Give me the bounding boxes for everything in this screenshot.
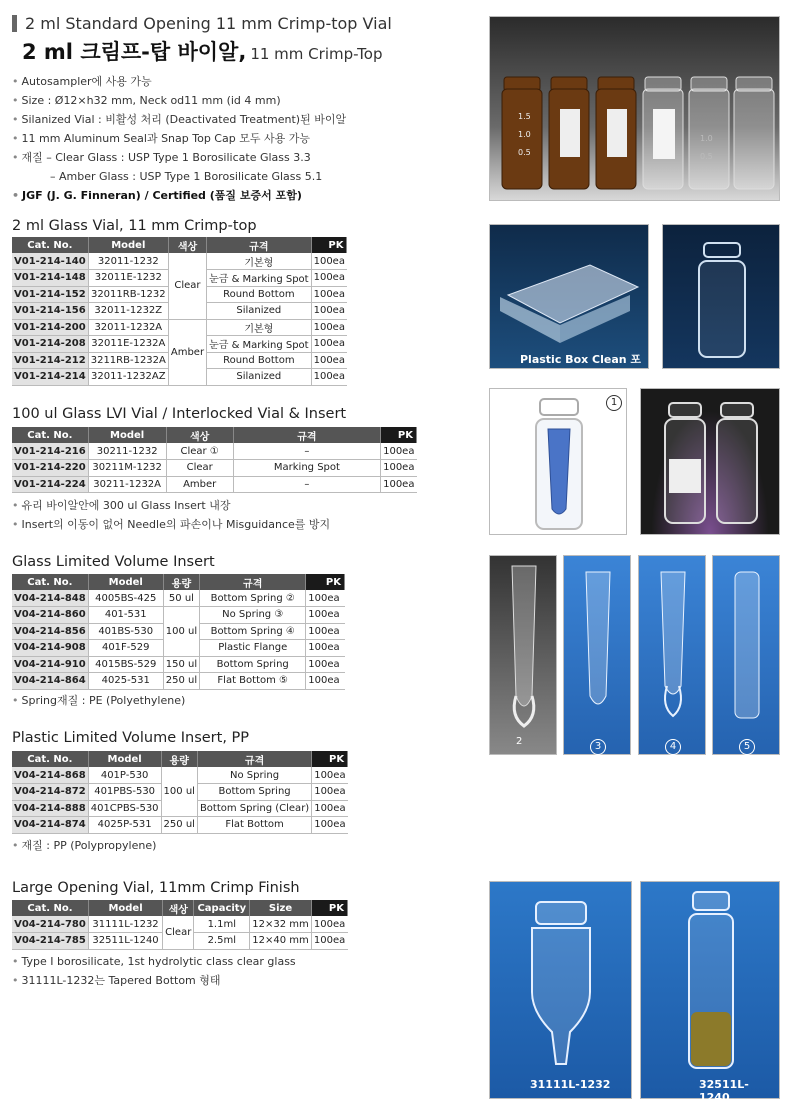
plastic-insert-note: • 재질 : PP (Polypropylene) bbox=[12, 839, 157, 852]
interlocked-vial-photo bbox=[640, 388, 780, 535]
table-row: V04-214-785 32511L-1240 2.5ml 12×40 mm 100ea bbox=[12, 933, 348, 950]
insert-number: 5 bbox=[739, 739, 755, 755]
col-header: 용량 bbox=[163, 574, 199, 590]
col-header: Cat. No. bbox=[12, 574, 88, 590]
section-title: Plastic Limited Volume Insert, PP bbox=[12, 730, 250, 746]
plastic-box-caption: Plastic Box Clean 포장 bbox=[520, 353, 642, 382]
feature-item: • 11 mm Aluminum Seal과 Snap Top Cap 모두 사용 가능 bbox=[12, 132, 310, 145]
large-vial-photo-2 bbox=[640, 881, 780, 1104]
section-title: Glass Limited Volume Insert bbox=[12, 554, 215, 570]
col-header: Model bbox=[88, 574, 163, 590]
table-row: V04-214-868 401P-530 100 ul No Spring 100ea bbox=[12, 767, 348, 784]
interlocked-vial-illustration bbox=[641, 389, 781, 536]
section-title: 100 ul Glass LVI Vial / Interlocked Vial & Insert bbox=[12, 406, 347, 422]
large-vial-caption: 32511L-1240 bbox=[699, 1078, 749, 1104]
col-header: 색상 bbox=[168, 237, 206, 253]
vial-table bbox=[12, 237, 347, 386]
title-english-text: 2 ml Standard Opening 11 mm Crimp-top Vial bbox=[25, 14, 392, 33]
col-header: Cat. No. bbox=[12, 237, 88, 253]
vials-illustration bbox=[490, 17, 781, 202]
col-header: Cat. No. bbox=[12, 751, 88, 767]
insert-number: 3 bbox=[590, 739, 606, 755]
note-item: • Insert의 이동이 없어 Needle의 파손이나 Misguidance를 방지 bbox=[12, 518, 331, 531]
col-header: 규격 bbox=[233, 427, 380, 443]
col-header: Cat. No. bbox=[12, 900, 88, 916]
vial-mark: 1.0 bbox=[518, 130, 531, 139]
insert-photo-2 bbox=[489, 555, 557, 755]
large-vial-illustration bbox=[490, 882, 633, 1100]
lvi-notes bbox=[12, 496, 330, 534]
table-row: V04-214-872 401PBS-530 Bottom Spring 100ea bbox=[12, 784, 348, 801]
col-header: Model bbox=[88, 427, 166, 443]
col-header: PK bbox=[306, 574, 345, 590]
insert-photo-5 bbox=[712, 555, 780, 755]
plastic-insert-table bbox=[12, 751, 348, 834]
feature-item: • Autosampler에 사용 가능 bbox=[12, 75, 152, 88]
col-header: PK bbox=[311, 900, 347, 916]
table-row: V04-214-780 31111L-1232 Clear 1.1ml 12×32 mm 100ea bbox=[12, 916, 348, 933]
vial-mark: 1.0 bbox=[700, 134, 713, 143]
glass-insert-table bbox=[12, 574, 345, 690]
title-bar-marker bbox=[12, 15, 17, 32]
feature-list bbox=[12, 72, 346, 205]
large-vial-photo-1 bbox=[489, 881, 632, 1099]
table-row: V01-214-220 30211M-1232 Clear Marking Spot 100ea bbox=[12, 460, 417, 477]
feature-item: • Size : Ø12×h32 mm, Neck od11 mm (id 4 mm) bbox=[12, 94, 281, 107]
lvi-table bbox=[12, 427, 417, 493]
large-vial-table bbox=[12, 900, 348, 950]
col-header: PK bbox=[381, 427, 417, 443]
table-row: V01-214-212 3211RB-1232A Round Bottom 100ea bbox=[12, 352, 347, 369]
col-header: 규격 bbox=[197, 751, 311, 767]
table-row: V04-214-908 401F-529 Plastic Flange 100ea bbox=[12, 640, 345, 657]
plastic-box-illustration bbox=[490, 225, 650, 370]
feature-item: • Silanized Vial : 비활성 처리 (Deactivated Treatment)된 바이알 bbox=[12, 113, 347, 126]
table-row: V04-214-864 4025-531 250 ul Flat Bottom ⑤ 100ea bbox=[12, 673, 345, 690]
table-row: V01-214-224 30211-1232A Amber – 100ea bbox=[12, 476, 417, 493]
table-row: V01-214-208 32011E-1232A 눈금 & Marking Spot 100ea bbox=[12, 336, 347, 353]
title-english bbox=[12, 14, 392, 33]
col-header: Size bbox=[250, 900, 312, 916]
col-header: Model bbox=[88, 900, 162, 916]
insert-illustration bbox=[713, 556, 781, 756]
table-row: V04-214-888 401CPBS-530 Bottom Spring (Clear) 100ea bbox=[12, 800, 348, 817]
col-header: PK bbox=[312, 751, 348, 767]
insert-illustration bbox=[639, 556, 707, 756]
table-row: V01-214-148 32011E-1232 눈금 & Marking Spot 100ea bbox=[12, 270, 347, 287]
col-header: PK bbox=[311, 237, 347, 253]
col-header: Model bbox=[88, 751, 161, 767]
circle-1-badge: 1 bbox=[606, 395, 622, 411]
insert-number: 4 bbox=[665, 739, 681, 755]
insert-illustration bbox=[564, 556, 632, 756]
clear-vial-photo bbox=[662, 224, 780, 369]
large-vial-notes: • Type Ⅰ borosilicate, 1st hydrolytic class clear glass • 31111L-1232는 Tapered Bottom 형태 bbox=[12, 955, 296, 987]
lvi-vial-photo bbox=[489, 388, 627, 535]
insert-photo-4 bbox=[638, 555, 706, 755]
table-row: V01-214-156 32011-1232Z Silanized 100ea bbox=[12, 303, 347, 320]
vial-mark: 0.5 bbox=[518, 148, 531, 157]
col-header: 색상 bbox=[166, 427, 233, 443]
insert-illustration bbox=[490, 556, 558, 756]
table-row: V04-214-874 4025P-531 250 ul Flat Bottom 100ea bbox=[12, 817, 348, 834]
color-clear: Clear bbox=[168, 253, 206, 319]
col-header: 규격 bbox=[200, 574, 306, 590]
feature-item: • JGF (J. G. Finneran) / Certified (품질 보증서 포함) bbox=[12, 189, 302, 202]
col-header: 규격 bbox=[207, 237, 312, 253]
table-row: V04-214-910 4015BS-529 150 ul Bottom Spring 100ea bbox=[12, 656, 345, 673]
table-row: V04-214-856 401BS-530 Bottom Spring ④ 100ea bbox=[12, 623, 345, 640]
large-vial-caption: 31111L-1232 bbox=[530, 1078, 611, 1091]
feature-item: – Amber Glass : USP Type 1 Borosilicate Glass 5.1 bbox=[50, 170, 323, 183]
glass-insert-note: • Spring재질 : PE (Polyethylene) bbox=[12, 694, 186, 707]
table-row: V01-214-140 32011-1232 Clear 기본형 100ea bbox=[12, 253, 347, 270]
note-item: • 유리 바이알안에 300 ul Glass Insert 내장 bbox=[12, 499, 231, 512]
col-header: Model bbox=[88, 237, 168, 253]
col-header: 색상 bbox=[163, 900, 194, 916]
section-title: 2 ml Glass Vial, 11 mm Crimp-top bbox=[12, 218, 257, 234]
insert-number: 2 bbox=[516, 736, 523, 747]
clear-vial-illustration bbox=[663, 225, 781, 370]
col-header: Capacity bbox=[194, 900, 250, 916]
table-row: V01-214-200 32011-1232A Amber 기본형 100ea bbox=[12, 319, 347, 336]
table-row: V01-214-152 32011RB-1232 Round Bottom 100ea bbox=[12, 286, 347, 303]
title-korean-text: 2 ml 크림프-탑 바이알, bbox=[22, 40, 247, 64]
col-header: 용량 bbox=[161, 751, 197, 767]
section-title: Large Opening Vial, 11mm Crimp Finish bbox=[12, 880, 300, 896]
vial-mark: 1.5 bbox=[518, 112, 531, 121]
color-amber: Amber bbox=[168, 319, 206, 385]
table-row: V04-214-848 4005BS-425 50 ul Bottom Spring ② 100ea bbox=[12, 590, 345, 607]
vial-photo bbox=[489, 16, 780, 201]
plastic-box-photo bbox=[489, 224, 649, 382]
title-korean bbox=[22, 36, 382, 66]
title-korean-sub: 11 mm Crimp-Top bbox=[250, 45, 383, 63]
table-row: V04-214-860 401-531 100 ul No Spring ③ 100ea bbox=[12, 607, 345, 624]
vial-mark: 0.5 bbox=[700, 152, 713, 161]
col-header: Cat. No. bbox=[12, 427, 88, 443]
feature-item: • 재질 – Clear Glass : USP Type 1 Borosilicate Glass 3.3 bbox=[12, 151, 311, 164]
table-row: V01-214-214 32011-1232AZ Silanized 100ea bbox=[12, 369, 347, 386]
lvi-vial-illustration bbox=[490, 389, 628, 536]
insert-photo-3 bbox=[563, 555, 631, 755]
table-row: V01-214-216 30211-1232 Clear ① – 100ea bbox=[12, 443, 417, 460]
large-vial-illustration bbox=[641, 882, 781, 1100]
